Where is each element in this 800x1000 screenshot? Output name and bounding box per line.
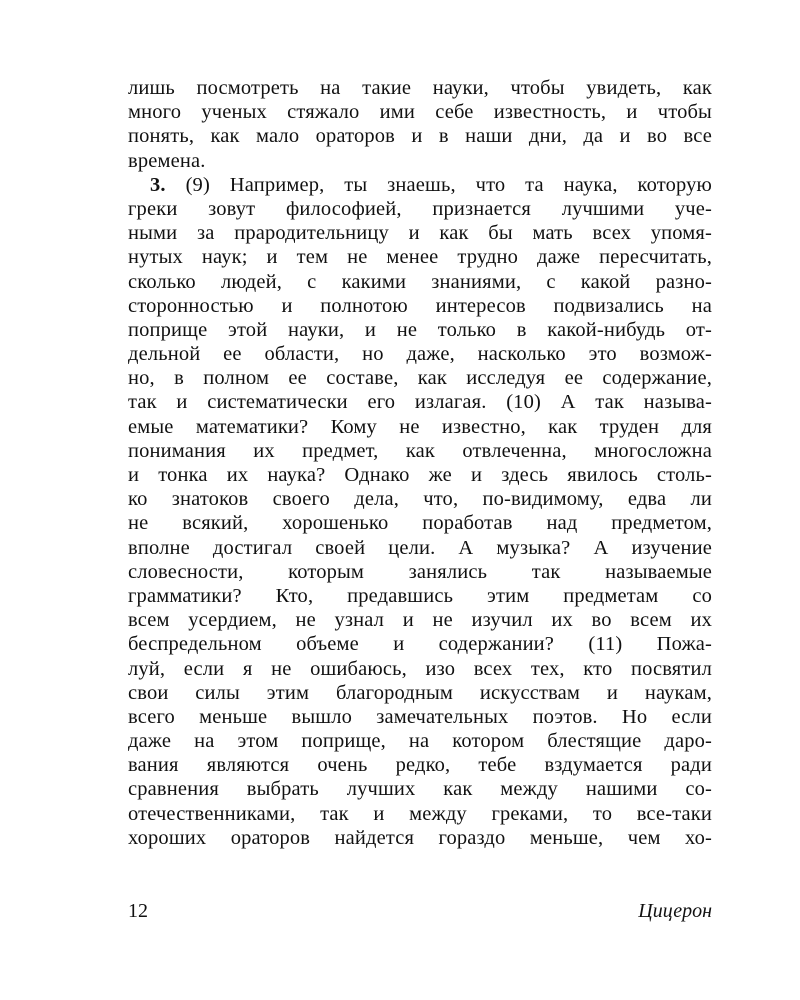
text-line: дельной ее области, но даже, насколько это возмож- (128, 343, 712, 366)
text-line: ко знатоков своего дела, что, по-видимому, едва ли (128, 488, 712, 511)
text-line: словесности, которым занялись так называемые (128, 560, 712, 583)
paragraph-first-line (128, 173, 712, 197)
page-number: 12 (128, 900, 148, 922)
text-line-content: (9) Например, ты знаешь, что та наука, которую (185, 173, 712, 196)
text-line: нутых наук; и тем не менее трудно даже пересчитать, (128, 246, 712, 269)
text-line: отечественниками, так и между греками, то все-таки (128, 802, 712, 825)
text-line: всем усердием, не узнал и не изучил их во всем их (128, 609, 712, 632)
text-line: свои силы этим благородным искусствам и наукам, (128, 681, 712, 704)
text-line: но, в полном ее составе, как исследуя ее содержание, (128, 367, 712, 390)
text-line: греки зовут философией, признается лучшими уче- (128, 197, 712, 220)
text-line: емые математики? Кому не известно, как труден для (128, 415, 712, 438)
text-line: поприще этой науки, и не только в какой-нибудь от- (128, 318, 712, 341)
text-line: даже на этом поприще, на котором блестящие даро- (128, 730, 712, 753)
running-title: Цицерон (638, 900, 712, 922)
text-line: понимания их предмет, как отвлеченна, многосложна (128, 439, 712, 462)
text-line: и тонка их наука? Однако же и здесь явилось столь- (128, 464, 712, 486)
text-line: много ученых стяжало ими себе известность, и чтобы (128, 101, 712, 124)
text-line: грамматики? Кто, предавшись этим предметам со (128, 584, 712, 607)
text-line: сколько людей, с какими знаниями, с какой разно- (128, 270, 712, 293)
text-line: хороших ораторов найдется гораздо меньше, чем хо- (128, 826, 712, 849)
section-number: 3. (150, 173, 166, 196)
page-body (128, 76, 712, 850)
text-line: лишь посмотреть на такие науки, чтобы увидеть, как (128, 77, 712, 99)
text-line: вполне достигал своей цели. А музыка? А изучение (128, 536, 712, 559)
text-line: беспредельном объеме и содержании? (11) Пожа- (128, 633, 712, 656)
text-line: понять, как мало ораторов и в наши дни, да и во все (128, 125, 712, 148)
text-line: времена. (128, 149, 206, 172)
text-line: вания являются очень редко, тебе вздумается ради (128, 754, 712, 777)
text-line: так и систематически его излагая. (10) А так называ- (128, 391, 712, 414)
text-line: не всякий, хорошенько поработав над предметом, (128, 512, 712, 535)
text-line: сторонностью и полнотою интересов подвизались на (128, 294, 712, 317)
page-footer (128, 900, 712, 930)
text-line: сравнения выбрать лучших как между нашими со- (128, 778, 712, 801)
text-line: луй, если я не ошибаюсь, изо всех тех, кто посвятил (128, 657, 712, 680)
text-line: всего меньше вышло замечательных поэтов. Но если (128, 705, 712, 728)
text-line: ными за прародительницу и как бы мать всех упомя- (128, 222, 712, 245)
